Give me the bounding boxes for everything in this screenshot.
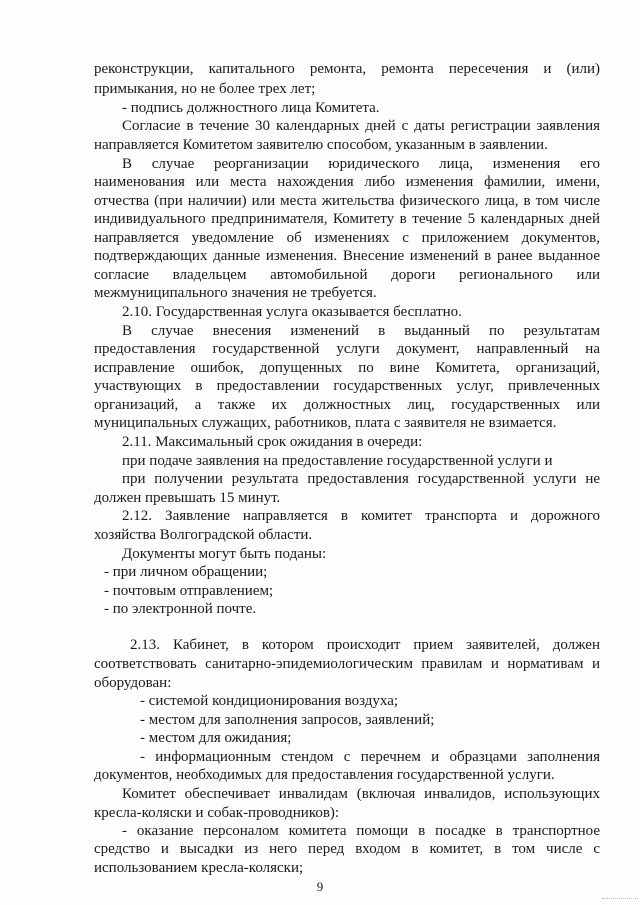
text-line: - подпись должностного лица Комитета. [122, 100, 380, 116]
text-line: организаций, а также их должностных лиц, государственных или [94, 397, 600, 413]
text-line: предоставления государственной услуги документ, направленный на [94, 341, 600, 357]
text-line: соответствовать санитарно-эпидемиологическим правилам и нормативам и [94, 656, 600, 672]
section-2-11: 2.11. Максимальный срок ожидания в очереди: [122, 434, 423, 450]
section-2-13: 2.13. Кабинет, в котором происходит прием заявителей, должен [130, 637, 600, 653]
text-line: использованием кресла-коляски; [94, 860, 304, 876]
text-line: при получении результата предоставления государственной услуги не [122, 471, 600, 487]
text-line: муниципальных служащих, работников, плата с заявителя не взимается. [94, 415, 557, 431]
text-line: документов, необходимых для предоставления государственной услуги. [94, 767, 555, 783]
text-line: Документы могут быть поданы: [122, 546, 327, 562]
text-line: при подаче заявления на предоставление государственной услуги и [122, 453, 553, 469]
scan-edge-mark [602, 888, 638, 899]
text-line: В случае внесения изменений в выданный по результатам [122, 323, 600, 339]
text-line: отчества (при наличии) или места жительства физического лица, в том числе [94, 193, 600, 209]
text-line: средство и высадки из него перед входом в комитет, в том числе с [94, 841, 600, 857]
list-item: - местом для ожидания; [140, 730, 292, 746]
text-line: оборудован: [94, 675, 172, 691]
text-line: Согласие в течение 30 календарных дней с даты регистрации заявления [122, 118, 600, 134]
list-item: - почтовым отправлением; [104, 583, 274, 599]
list-item: - местом для заполнения запросов, заявлений; [140, 712, 435, 728]
page-number: 9 [316, 879, 324, 894]
text-line: согласие владельцем автомобильной дороги регионального или [94, 267, 600, 283]
section-2-10: 2.10. Государственная услуга оказывается бесплатно. [122, 304, 462, 320]
list-item: - при личном обращении; [104, 564, 268, 580]
text-line: направляется Комитетом заявителю способом, указанным в заявлении. [94, 137, 548, 153]
text-line: кресла-коляски и собак-проводников): [94, 805, 340, 821]
list-item: - оказание персоналом комитета помощи в посадке в транспортное [122, 823, 600, 839]
text-line: примыкания, но не более трех лет; [94, 81, 316, 97]
text-line: хозяйства Волгоградской области. [94, 527, 313, 543]
list-item: - по электронной почте. [104, 601, 257, 617]
text-line: Комитет обеспечивает инвалидам (включая инвалидов, использующих [122, 786, 600, 802]
text-line: подтверждающих данные изменения. Внесение изменений в ранее выданное [94, 248, 600, 264]
text-line: межмуниципального значения не требуется. [94, 285, 377, 301]
text-line: участвующих в предоставлении государственных услуг, привлеченных [94, 378, 600, 394]
text-line: исправление ошибок, допущенных по вине Комитета, организаций, [94, 360, 600, 376]
text-line: реконструкции, капитального ремонта, ремонта пересечения и (или) [94, 61, 600, 77]
text-line: должен превышать 15 минут. [94, 490, 281, 506]
list-item: - системой кондиционирования воздуха; [140, 693, 399, 709]
section-2-12: 2.12. Заявление направляется в комитет транспорта и дорожного [122, 508, 600, 524]
text-line: индивидуального предпринимателя, Комитету в течение 5 календарных дней [94, 211, 600, 227]
text-line: наименования или места нахождения либо изменения фамилии, имени, [94, 174, 600, 190]
text-line: В случае реорганизации юридического лица, изменения его [122, 156, 600, 172]
text-line: направляется уведомление об изменениях с приложением документов, [94, 230, 600, 246]
list-item: - информационным стендом с перечнем и образцами заполнения [140, 749, 600, 765]
